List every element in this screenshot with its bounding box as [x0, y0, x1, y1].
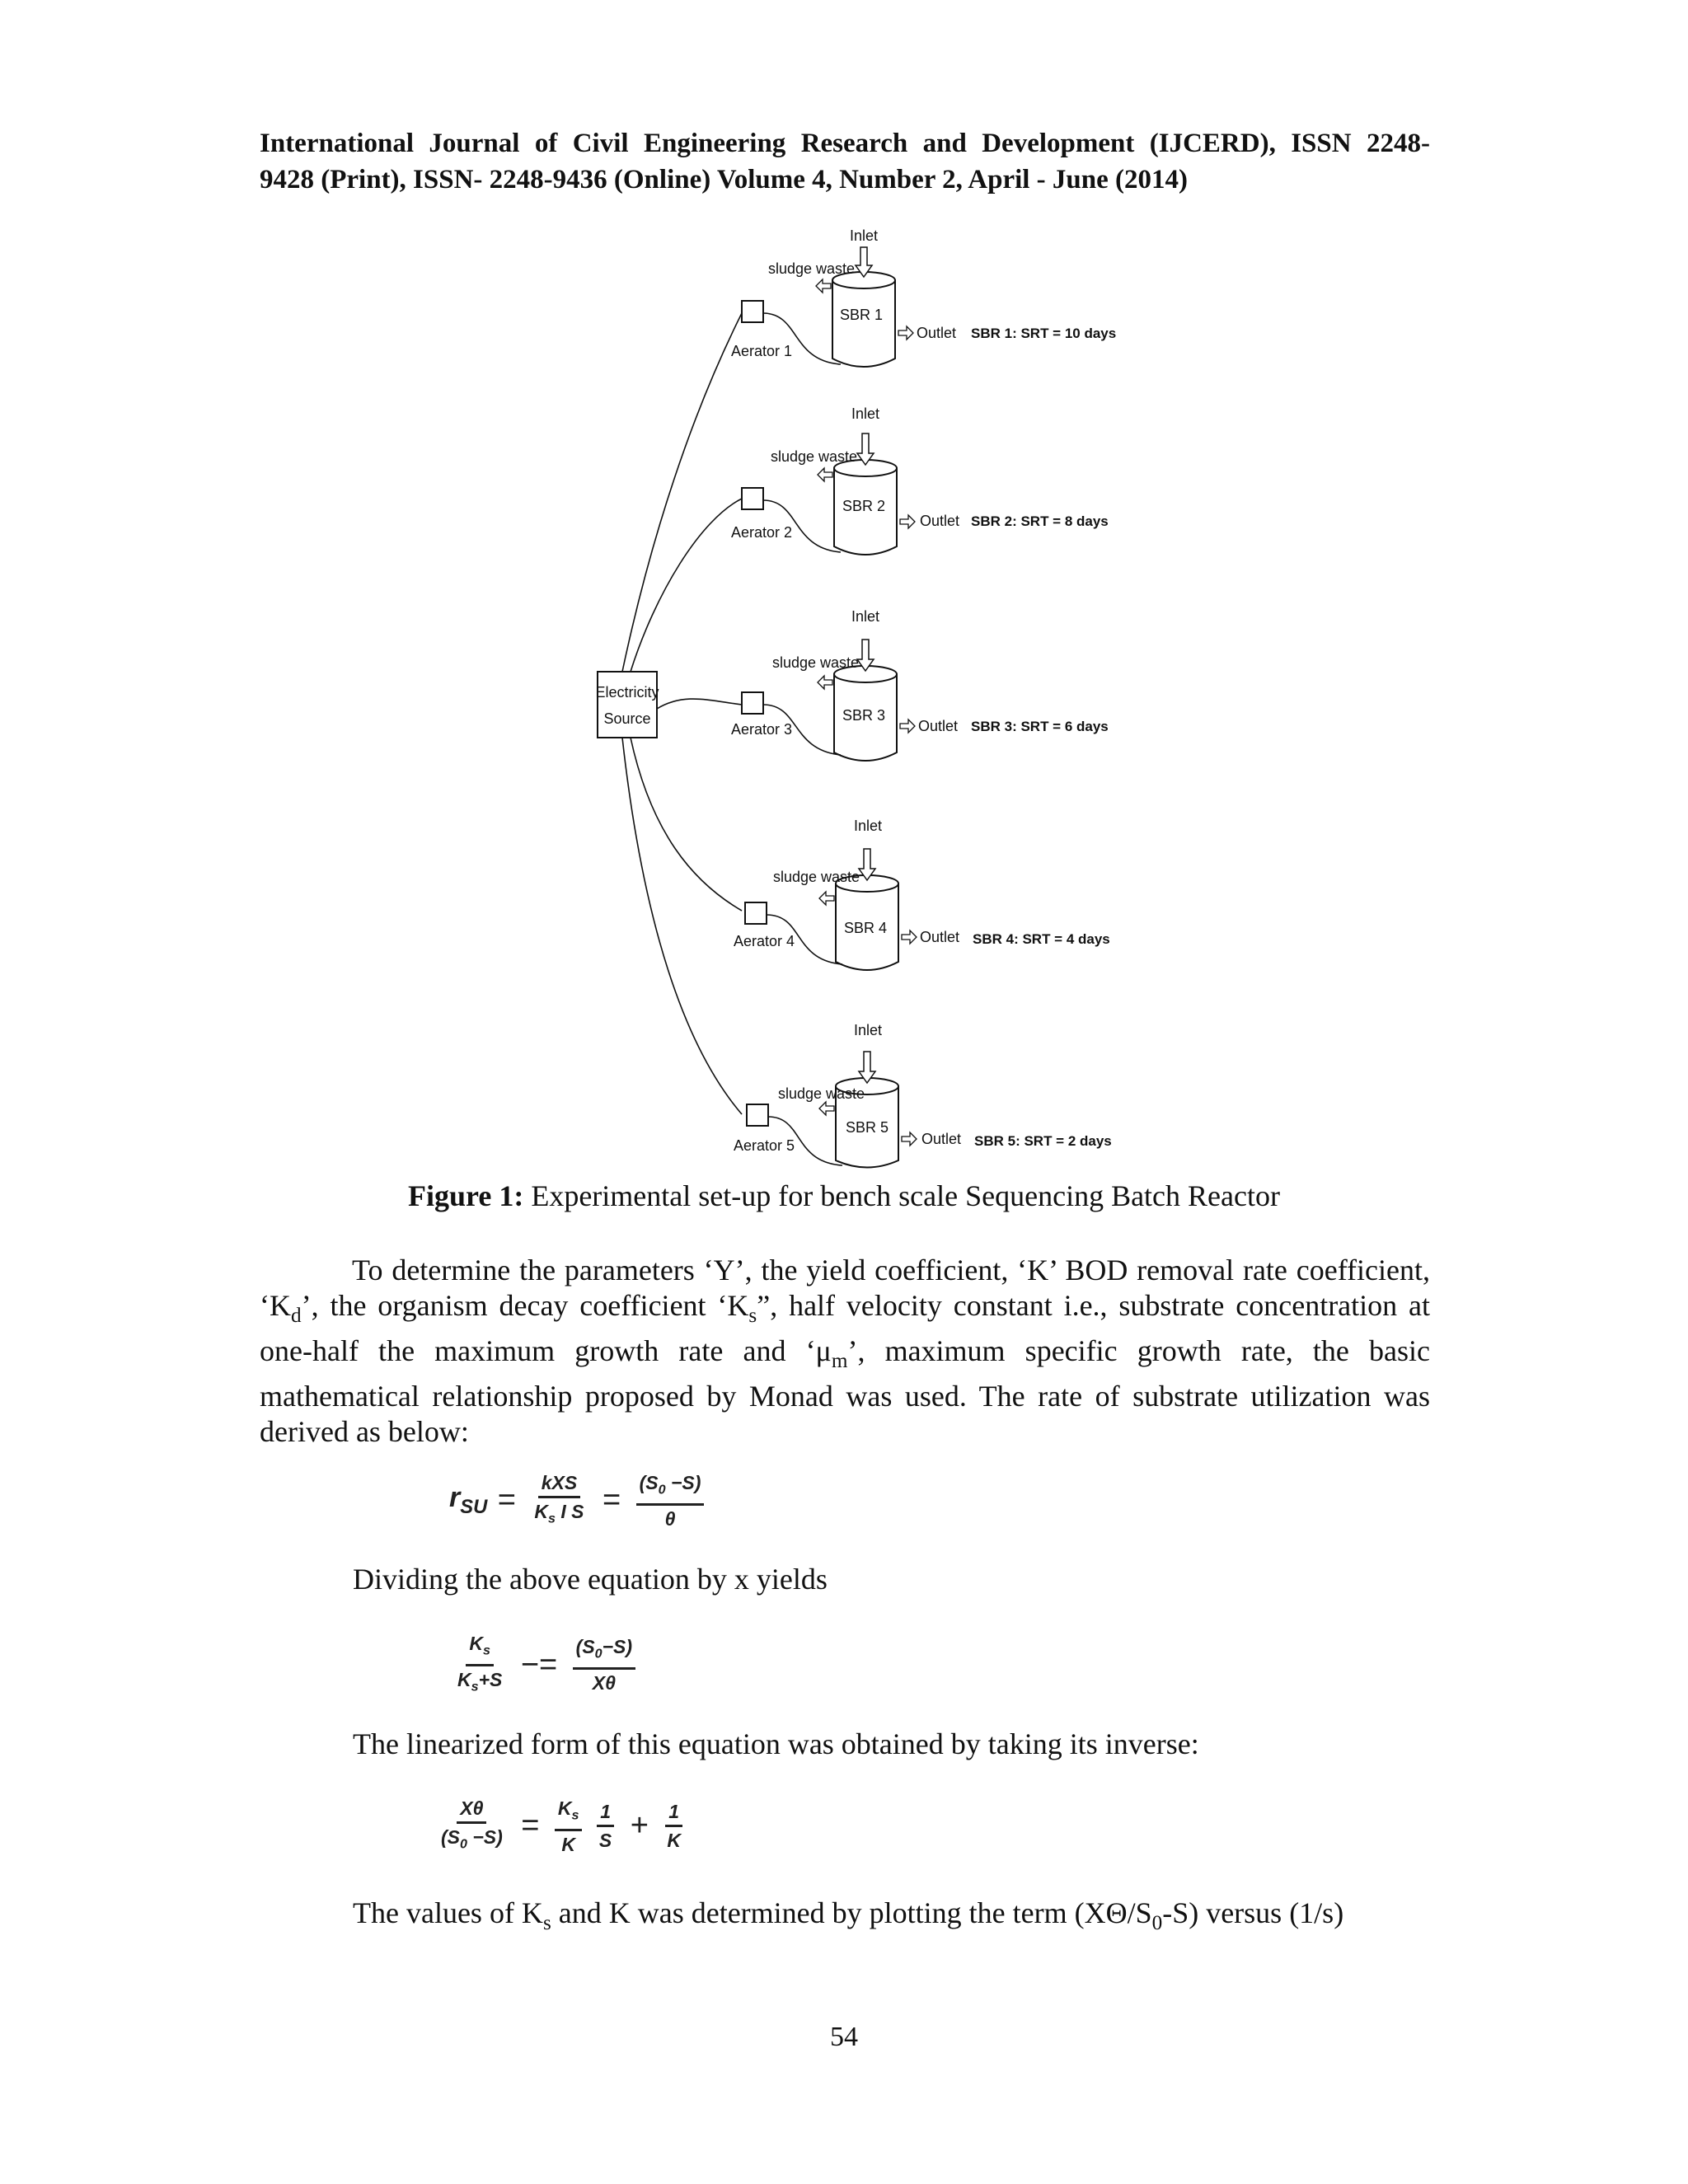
outlet-2-arrow-icon [900, 515, 915, 528]
wire-aerator-2 [631, 499, 742, 672]
sbr-1-label: SBR 1 [839, 307, 884, 323]
eq1-f1-numerator: kXS [538, 1471, 580, 1498]
sbr-setup-svg [577, 223, 1121, 1170]
outlet-5-label: Outlet [921, 1131, 962, 1147]
inlet-1-label: Inlet [849, 227, 879, 244]
figure-caption [0, 1179, 1688, 1213]
eq1-fraction-2 [636, 1471, 705, 1530]
sludge-waste-1-label: sludge waste [768, 260, 856, 277]
outlet-3-label: Outlet [918, 718, 959, 734]
paragraph-text-4: ’, maximum specific growth rate, the basic mathematical relationship proposed by Monad was used. The rate of substrate utilization was derived as below: [260, 1334, 1430, 1449]
outlet-4-arrow-icon [902, 930, 917, 944]
equation-divided [449, 1632, 640, 1698]
eq1-f1-denominator: $K_s$ I S [534, 1501, 584, 1526]
sludge-waste-3-arrow-icon [818, 676, 832, 689]
figure-caption-label: Figure 1: [408, 1179, 524, 1212]
eq3-f1-numerator: Xθ [457, 1797, 486, 1824]
outlet-4-label: Outlet [920, 929, 960, 945]
wire-aerator-1 [622, 313, 742, 672]
paragraph-sub-s: s [748, 1305, 757, 1328]
eq1-equals: = [497, 1483, 516, 1518]
eq2-fraction-2 [573, 1635, 635, 1694]
sludge-waste-4-arrow-icon [819, 892, 834, 905]
sbr-5-label: SBR 5 [845, 1119, 889, 1136]
eq1-f2-denominator: θ [664, 1507, 676, 1530]
inlet-4-label: Inlet [853, 818, 883, 834]
eq2-f2-denominator: Xθ [592, 1671, 616, 1694]
eq3-equals: = [521, 1808, 540, 1844]
eq3-f3-denominator: S [598, 1830, 612, 1852]
sludge-waste-2-arrow-icon [818, 468, 832, 481]
paragraph-sub-d: d [291, 1305, 302, 1328]
eq1-lhs: $r_{SU}$ [449, 1482, 488, 1519]
aerator-5-label: Aerator 5 [734, 1137, 795, 1154]
paragraph-text-2: ’, the organism decay coefficient ‘K [301, 1289, 749, 1322]
eq2-f1-numerator: $K_s$ [466, 1632, 494, 1666]
paragraph-parameters [260, 1253, 1430, 1450]
outlet-5-arrow-icon [902, 1132, 917, 1146]
eq3-f4-numerator: 1 [665, 1800, 682, 1827]
aerator-2-box [742, 488, 763, 509]
text-dividing: Dividing the above equation by x yields [353, 1563, 828, 1596]
electricity-source-box [595, 672, 659, 738]
sludge-waste-1-arrow-icon [816, 279, 831, 293]
text-values-ks-k: The values of $K_s$ and K was determined by plotting the term $(X\Theta/S_0-S)$ versus (1/s) [353, 1896, 1344, 1935]
eq1-f2-numerator: $(S_0 -S)$ [636, 1471, 705, 1506]
outlet-1-arrow-icon [898, 326, 913, 340]
sludge-waste-5-label: sludge waste [778, 1085, 865, 1102]
equation-substrate-utilization [449, 1471, 709, 1530]
eq3-fraction-1 [438, 1797, 506, 1856]
srt-5-label: SBR 5: SRT = 2 days [974, 1133, 1112, 1149]
aerator-3-label: Aerator 3 [731, 721, 793, 738]
paragraph-sub-m: m [831, 1350, 848, 1373]
text-linearized: The linearized form of this equation was obtained by taking its inverse: [353, 1727, 1199, 1760]
wire-aerator-3 [657, 699, 742, 709]
figure-caption-text: Experimental set-up for bench scale Sequencing Batch Reactor [531, 1179, 1280, 1212]
electricity-source-label-1: Electricity [595, 684, 659, 701]
inlet-5-label: Inlet [853, 1022, 883, 1038]
inlet-3-label: Inlet [851, 608, 880, 625]
aerator-4-box [745, 902, 767, 924]
srt-3-label: SBR 3: SRT = 6 days [971, 719, 1109, 734]
eq3-f3-numerator: 1 [597, 1800, 614, 1827]
paragraph-text-1: To determine the parameters ‘Y’, the yield coefficient, ‘K’ BOD removal rate coefficient, ‘K [260, 1254, 1430, 1322]
srt-1-label: SBR 1: SRT = 10 days [971, 326, 1117, 341]
journal-header [260, 125, 1430, 198]
eq3-f2-denominator: K [561, 1833, 575, 1855]
eq2-fraction-1 [454, 1632, 505, 1698]
sbr-setup-diagram [577, 223, 1121, 1170]
sbr-2-label: SBR 2 [842, 498, 886, 514]
outlet-2-label: Outlet [920, 513, 960, 529]
aerator-4-label: Aerator 4 [734, 933, 795, 949]
sbr-unit-4 [734, 818, 1110, 970]
aerator-2-label: Aerator 2 [731, 524, 793, 541]
wire-aerator-4 [631, 738, 742, 911]
aerator-5-box [747, 1104, 768, 1126]
page-number: 54 [830, 2022, 858, 2052]
srt-4-label: SBR 4: SRT = 4 days [973, 931, 1110, 947]
sludge-waste-5-arrow-icon [819, 1102, 834, 1115]
eq3-fraction-2 [555, 1797, 583, 1856]
paragraph-text-3: ”, half velocity constant i.e., substrate concentration at one-half the maximum growth rate and ‘μ [260, 1289, 1431, 1368]
eq3-f4-denominator: K [667, 1830, 681, 1852]
sbr-unit-1 [731, 227, 1116, 367]
sludge-waste-4-label: sludge waste [773, 869, 860, 885]
journal-header-line-2: 9428 (Print), ISSN- 2248-9436 (Online) Volume 4, Number 2, April - June (2014) [260, 165, 1188, 194]
sbr-unit-5 [734, 1022, 1112, 1168]
aerator-1-box [742, 301, 763, 322]
journal-header-line-1: International Journal of Civil Engineering Research and Development (IJCERD), ISSN 2248- [260, 129, 1430, 158]
eq3-fraction-3 [596, 1800, 615, 1852]
equation-linearized [433, 1797, 689, 1856]
outlet-3-arrow-icon [900, 719, 915, 733]
eq3-fraction-4 [663, 1800, 684, 1852]
sludge-waste-2-label: sludge waste [771, 448, 858, 465]
aerator-1-label: Aerator 1 [731, 343, 793, 359]
electricity-source-label-2: Source [603, 710, 651, 727]
eq1-fraction-1 [531, 1471, 587, 1530]
srt-2-label: SBR 2: SRT = 8 days [971, 513, 1109, 529]
eq3-f2-numerator: $K_s$ [555, 1797, 583, 1831]
sbr-4-label: SBR 4 [843, 920, 888, 936]
sbr-unit-2 [731, 405, 1109, 555]
eq2-f2-numerator: $(S_0-S)$ [573, 1635, 635, 1670]
eq3-f1-denominator: $(S_0 -S)$ [441, 1826, 503, 1852]
eq2-f1-denominator: $K_s+S$ [457, 1668, 503, 1694]
wire-aerator-5 [622, 738, 742, 1114]
sludge-waste-3-label: sludge waste [772, 654, 860, 671]
inlet-2-label: Inlet [851, 405, 880, 422]
eq1-equals-2: = [602, 1483, 621, 1518]
sbr-unit-3 [731, 608, 1109, 761]
eq3-plus: + [630, 1808, 649, 1844]
sbr-3-label: SBR 3 [842, 707, 886, 724]
eq2-equals: −= [520, 1647, 558, 1682]
aerator-3-box [742, 692, 763, 714]
outlet-1-label: Outlet [917, 325, 957, 341]
